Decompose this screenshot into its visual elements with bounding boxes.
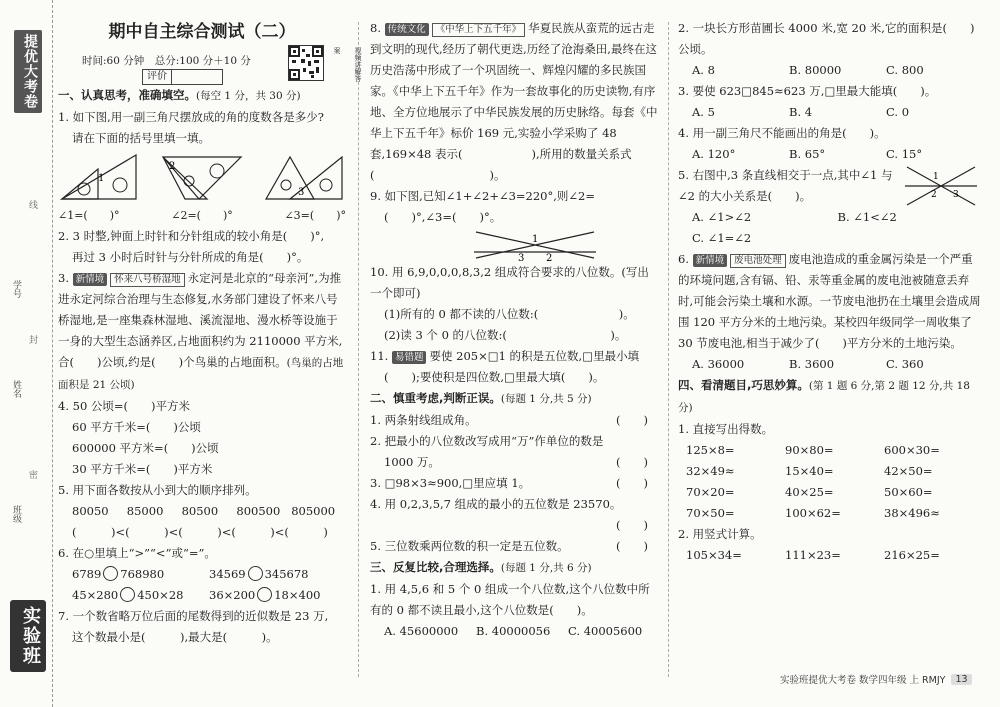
question-3: 3. 新情境 怀来八号桥湿地 永定河是北京的“母亲河”,为推进永定河综合治理与生态修复,水务部门建设了怀来八号桥湿地,是一座集森林湿地、溪流湿地、漫水桥等设施于一身的大型生态涵养区,占地面积约为 2110000 平方米,合( )公顷,约是( )个鸟巢的占地面积。(鸟巢的占地面积是 21 公顷) <box>58 271 344 391</box>
question-11-line-2[interactable]: ( );要使积是四位数,□里最大填( )。 <box>384 370 605 384</box>
evaluation-label: 评价 <box>142 69 172 85</box>
question-8: 8. 传统文化 《中华上下五千年》 华夏民族从蛮荒的远古走到文明的现代,经历了朝代更迭,历经了沧海桑田,最终在这历史浩荡中形成了一个巩固统一、辉煌闪耀的多民族国家。《中华上下五千年》作为一套故事化的历史读物,有序地、全方位地展示了中华民族发展的历史脉络。每套《中华上下五千年》标价 169 元,实验小学采购了 48 套,169×48 表示( ),所用的数量关系式( )。 <box>370 21 658 182</box>
compare-circle[interactable] <box>248 566 263 581</box>
student-number-label: 学号 <box>11 280 21 298</box>
choice-5-options <box>678 207 983 228</box>
question-6: 6. 在○里填上“>”“<”或“=”。 <box>58 546 216 560</box>
column-3 <box>678 18 983 566</box>
judge-1: 1. 两条射线组成角。 ( ) <box>370 413 648 427</box>
question-1-line-1: 1. 如下图,用一副三角尺摆放成的角的度数各是多少? <box>58 110 324 124</box>
choice-1: 1. 用 4,5,6 和 5 个 0 组成一个八位数,这个八位数中所有的 0 都不读且最小,这个八位数是( )。 <box>370 582 650 617</box>
option-b[interactable]: B. 3600 <box>789 357 835 371</box>
column-2 <box>370 18 660 642</box>
calc-item[interactable]: 70×50= <box>686 506 735 520</box>
choice-3: 3. 要使 623□845≈623 万,□里最大能填( )。 <box>678 84 937 98</box>
qr-code-icon[interactable] <box>288 45 324 81</box>
question-5: 5. 用下面各数按从小到大的顺序排列。 <box>58 483 257 497</box>
option-b[interactable]: B. 80000 <box>789 63 842 77</box>
section-4-heading: 四、看清题目,巧思妙算。(第 1 题 6 分,第 2 题 12 分,共 18 分) <box>678 378 970 414</box>
option-a[interactable]: A. 8 <box>692 63 715 77</box>
book-tag: 《中华上下五千年》 <box>432 23 526 37</box>
vertical-calc-item[interactable]: 216×25= <box>884 548 940 562</box>
class-label: 班级 <box>11 505 21 523</box>
judge-2: 2. 把最小的八位数改写成用“万”作单位的数是 <box>370 434 604 448</box>
choice-2-options <box>678 60 983 81</box>
angle-answers <box>58 205 346 226</box>
column-1 <box>58 18 362 648</box>
three-lines-figure <box>903 163 979 209</box>
question-11: 11. 易错题 要使 205×□1 的积是五位数,□里最小填 <box>370 349 640 363</box>
figure-label: 3 <box>953 190 959 200</box>
judge-3: 3. □98×3≈900,□里应填 1。 ( ) <box>370 476 648 490</box>
question-9-line-2: ( )°,∠3=( )°。 <box>384 210 502 224</box>
choice-6: 6. 新情境 废电池处理 废电池造成的重金属污染是一个严重的环境问题,含有镉、铅、汞等重金属的废电池被随意丢弃时,可能会污染土壤和水源。一节废电池扔在土壤里会造成周围 120 平方分米的土地污染。某校四年级同学一周收集了 30 节废电池,相当于减少了( )平方分米的土地污染。 <box>678 252 981 350</box>
section-1-heading: 一、认真思考，准确填空。(每空 1 分，共 30 分) <box>58 88 301 102</box>
option-c[interactable]: C. 15° <box>886 147 923 161</box>
option-c[interactable]: C. 40005600 <box>568 624 643 638</box>
calc-item[interactable]: 15×40= <box>785 464 834 478</box>
judge-5: 5. 三位数乘两位数的积一定是五位数。 ( ) <box>370 539 648 553</box>
question-4-line-2: 60 平方千米=( )公顷 <box>72 420 201 434</box>
option-c[interactable]: C. ∠1=∠2 <box>692 231 752 245</box>
topic-tag: 废电池处理 <box>730 254 786 268</box>
triangle-figure-3 <box>260 151 346 203</box>
option-c[interactable]: C. 800 <box>886 63 924 77</box>
column-divider <box>358 22 359 677</box>
calc-item[interactable]: 600×30= <box>884 443 940 457</box>
question-5-numbers: 80050 85000 80500 800500 805000 <box>72 504 336 518</box>
vertical-calc-item[interactable]: 111×23= <box>785 548 841 562</box>
evaluation-box <box>142 69 223 85</box>
figure-3-label: 3 <box>298 187 305 198</box>
figure-label: 1 <box>532 234 539 245</box>
binding-mark-seal: 封 <box>27 335 37 344</box>
question-10-part-2[interactable]: (2)读 3 个 0 的八位数:( )。 <box>384 328 627 342</box>
page-title: 期中自主综合测试（二） <box>108 22 296 42</box>
triangle-ruler-figures <box>58 151 346 203</box>
option-b[interactable]: B. 65° <box>789 147 826 161</box>
figure-label: 2 <box>546 253 553 262</box>
binding-margin <box>0 0 53 707</box>
choice-5 <box>678 165 983 249</box>
compare-circle[interactable] <box>120 587 135 602</box>
vertical-calc-heading: 2. 用竖式计算。 <box>678 527 762 541</box>
time-score-info: 时间:60 分钟 总分:100 分＋10 分 <box>82 55 251 67</box>
calc-item[interactable]: 40×25= <box>785 485 834 499</box>
intersecting-lines-figure <box>470 228 600 262</box>
name-label: 姓名 <box>11 380 21 398</box>
new-context-tag: 新情境 <box>693 254 728 267</box>
option-a[interactable]: A. 5 <box>692 105 715 119</box>
section-2-heading: 二、慎重考虑,判断正误。(每题 1 分,共 5 分) <box>370 391 592 405</box>
calc-item[interactable]: 90×80= <box>785 443 834 457</box>
figure-label: 1 <box>933 172 939 182</box>
option-a[interactable]: A. 45600000 <box>384 624 459 638</box>
question-5-blanks[interactable]: ( )<( )<( )<( )<( ) <box>72 525 328 539</box>
question-6-row-2: 45×280 450×28 36×200 18×400 <box>72 588 321 602</box>
figure-label: 3 <box>518 253 525 262</box>
question-4-line-3: 600000 平方米=( )公顷 <box>72 441 219 455</box>
option-c[interactable]: C. 360 <box>886 357 924 371</box>
evaluation-field[interactable] <box>172 69 223 85</box>
question-2-line-1: 2. 3 时整,钟面上时针和分针组成的较小角是( )°, <box>58 229 325 243</box>
column-divider <box>668 22 669 677</box>
calc-item[interactable]: 70×20= <box>686 485 735 499</box>
choice-1-options <box>370 621 660 642</box>
page-number: 13 <box>951 674 971 685</box>
question-6-row-1: 6789 768980 34569 345678 <box>72 567 309 581</box>
direct-calc-heading: 1. 直接写出得数。 <box>678 422 774 436</box>
option-a[interactable]: A. 36000 <box>692 357 745 371</box>
question-1-line-2: 请在下面的括号里填一填。 <box>72 131 210 145</box>
exam-meta <box>58 47 362 85</box>
qr-note: 视频讲解答案 <box>333 47 362 82</box>
choice-4-options <box>678 144 983 165</box>
culture-tag: 传统文化 <box>385 23 429 36</box>
judge-2-line-2: 1000 万。 ( ) <box>384 455 648 469</box>
question-4-line-1: 4. 50 公顷=( )平方米 <box>58 399 191 413</box>
binding-mark-secret: 密 <box>27 470 37 479</box>
judge-4: 4. 用 0,2,3,5,7 组成的最小的五位数是 23570。 <box>370 497 622 511</box>
brand-top-logo: 提优大考卷 <box>14 30 42 113</box>
option-a[interactable]: A. 120° <box>692 147 736 161</box>
question-2-line-2: 再过 3 小时后时针与分针所成的角是( )°。 <box>72 250 309 264</box>
choice-5-text: 5. 右图中,3 条直线相交于一点,其中∠1 与∠2 的大小关系是( )。 <box>678 168 893 203</box>
binding-mark-line: 线 <box>27 200 37 209</box>
figure-label: 2 <box>931 190 937 200</box>
calc-item[interactable]: 50×60= <box>884 485 933 499</box>
calc-item[interactable]: 42×50= <box>884 464 933 478</box>
choice-3-options <box>678 102 983 123</box>
question-9-line-1: 9. 如下图,已知∠1+∠2+∠3=220°,则∠2= <box>370 189 595 203</box>
question-7-line-1: 7. 一个数省略万位后面的尾数得到的近似数是 23 万, <box>58 609 329 623</box>
question-10: 10. 用 6,9,0,0,0,8,3,2 组成符合要求的八位数。(写出一个即可) <box>370 265 649 300</box>
topic-tag: 怀来八号桥湿地 <box>110 273 185 287</box>
compare-circle[interactable] <box>103 566 118 581</box>
section-3-heading: 三、反复比较,合理选择。(每题 1 分,共 6 分) <box>370 560 592 574</box>
option-b[interactable]: B. ∠1<∠2 <box>837 210 897 224</box>
option-b[interactable]: B. 4 <box>789 105 813 119</box>
option-b[interactable]: B. 40000056 <box>476 624 551 638</box>
brand-bottom-logo: 实验班 <box>10 600 46 672</box>
triangle-figure-1 <box>58 151 144 203</box>
calc-item[interactable]: 125×8= <box>686 443 735 457</box>
calc-item[interactable]: 38×496≈ <box>884 506 940 520</box>
figure-2-label: 2 <box>169 161 176 172</box>
figure-1-label: 1 <box>98 173 105 184</box>
choice-4: 4. 用一副三角尺不能画出的角是( )。 <box>678 126 886 140</box>
triangle-figure-2 <box>159 151 245 203</box>
page-footer <box>780 672 972 686</box>
vertical-calc-item[interactable]: 105×34= <box>686 548 742 562</box>
footer-text: 实验班提优大考卷 数学四年级 上 RMJY <box>780 675 946 686</box>
option-c[interactable]: C. 0 <box>886 105 910 119</box>
calc-item[interactable]: 32×49≈ <box>686 464 735 478</box>
option-a[interactable]: A. ∠1>∠2 <box>692 210 752 224</box>
question-10-part-1[interactable]: (1)所有的 0 都不读的八位数:( )。 <box>384 307 635 321</box>
compare-circle[interactable] <box>257 587 272 602</box>
vertical-calc-grid <box>678 545 983 566</box>
judge-4-paren: ( ) <box>616 518 648 532</box>
new-context-tag: 新情境 <box>73 273 108 286</box>
error-prone-tag: 易错题 <box>392 351 427 364</box>
choice-2: 2. 一块长方形苗圃长 4000 米,宽 20 米,它的面积是( )公顷。 <box>678 21 975 56</box>
calc-item[interactable]: 100×62= <box>785 506 841 520</box>
question-7-line-2: 这个数最小是( ),最大是( )。 <box>72 630 278 644</box>
choice-6-options <box>678 354 983 375</box>
angle-3-blank[interactable]: ∠3=( )° <box>284 209 346 222</box>
angle-2-blank[interactable]: ∠2=( )° <box>171 209 233 222</box>
angle-1-blank[interactable]: ∠1=( )° <box>58 209 120 222</box>
direct-calc-grid <box>678 440 983 524</box>
question-4-line-4: 30 平方千米=( )平方米 <box>72 462 213 476</box>
